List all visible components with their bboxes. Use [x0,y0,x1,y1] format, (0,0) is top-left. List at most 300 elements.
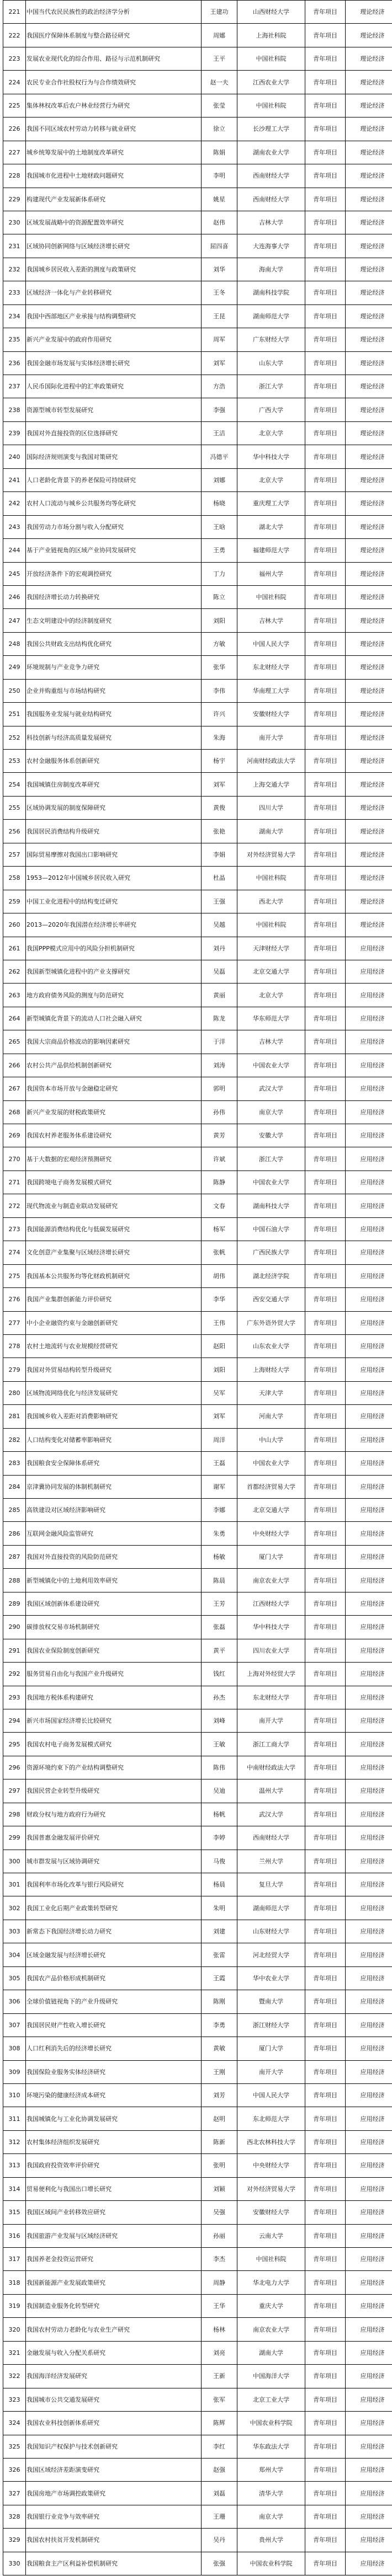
project-category: 青年项目 [305,94,346,117]
host-institution: 中国社科院 [237,867,305,890]
discipline: 应用经济 [346,2365,392,2388]
project-category: 青年项目 [305,703,346,726]
discipline: 应用经济 [346,1007,392,1030]
project-title: 农村公共产品供给机制创新研究 [26,1054,202,1077]
host-institution: 西北大学 [237,890,305,913]
principal-investigator: 杨宇 [202,750,237,773]
host-institution: 华东师范大学 [237,1007,305,1030]
discipline: 应用经济 [346,2388,392,2411]
discipline: 应用经济 [346,2083,392,2107]
discipline: 理论经济 [346,234,392,258]
row-number: 228 [3,164,26,188]
host-institution: 湖南农业大学 [237,141,305,164]
principal-investigator: 刘磊 [202,2482,237,2505]
table-row [3,1124,392,1147]
principal-investigator: 胡伟 [202,1264,237,1287]
row-number: 327 [3,2482,26,2505]
project-category: 青年项目 [305,1007,346,1030]
project-title: 农村土地流转与农业规模经营研究 [26,1334,202,1358]
project-category: 青年项目 [305,1194,346,1217]
project-category: 青年项目 [305,820,346,843]
project-category: 青年项目 [305,398,346,421]
discipline: 应用经济 [346,1452,392,1475]
host-institution: 安徽大学 [237,1124,305,1147]
table-row [3,2482,392,2505]
principal-investigator: 李明 [202,164,237,188]
discipline: 应用经济 [346,1077,392,1100]
project-title: 我国利率市场化改革与银行风险研究 [26,1873,202,1896]
discipline: 应用经济 [346,1943,392,1966]
project-title: 我国农业科技创新体系研究 [26,2412,202,2435]
discipline: 理论经济 [346,703,392,726]
project-category: 青年项目 [305,1358,346,1381]
row-number: 258 [3,867,26,890]
project-category: 青年项目 [305,2271,346,2294]
project-category: 青年项目 [305,2060,346,2083]
principal-investigator: 吴丹 [202,2529,237,2552]
principal-investigator: 赵伟 [202,211,237,234]
project-title: 我国金融市场发展与实体经济增长研究 [26,351,202,375]
host-institution: 湖南师范大学 [237,1896,305,1920]
row-number: 313 [3,2154,26,2177]
project-title: 京津冀协同发展的体制机制研究 [26,1475,202,1498]
principal-investigator: 张磊 [202,1616,237,1639]
table-row [3,1054,392,1077]
principal-investigator: 刘阳 [202,609,237,632]
project-title: 我国居民消费结构升级研究 [26,820,202,843]
table-row [3,1077,392,1100]
project-category: 青年项目 [305,2435,346,2458]
project-title: 新兴产业发展的财税政策研究 [26,1100,202,1124]
table-row [3,1311,392,1334]
project-title: 生态文明建设中的经济制度研究 [26,609,202,632]
principal-investigator: 王华 [202,2294,237,2317]
discipline: 应用经济 [346,2107,392,2130]
table-row [3,843,392,866]
project-title: 我国银行业竞争与效率研究 [26,2505,202,2528]
host-institution: 东北财经大学 [237,1686,305,1709]
project-category: 青年项目 [305,937,346,960]
principal-investigator: 陈晨 [202,1569,237,1592]
discipline: 应用经济 [346,1569,392,1592]
host-institution: 中央财经大学 [237,2154,305,2177]
discipline: 理论经济 [346,24,392,47]
discipline: 应用经济 [346,1686,392,1709]
host-institution: 北京大学 [237,984,305,1007]
discipline: 应用经济 [346,2458,392,2481]
project-category: 青年项目 [305,1920,346,1943]
discipline: 应用经济 [346,1733,392,1756]
row-number: 311 [3,2107,26,2130]
discipline: 应用经济 [346,2482,392,2505]
table-row [3,2154,392,2177]
discipline: 理论经济 [346,773,392,796]
principal-investigator: 王伟 [202,1311,237,1334]
discipline: 应用经济 [346,1545,392,1568]
project-title: 国际贸易摩擦对我国出口影响研究 [26,843,202,866]
row-number: 287 [3,1545,26,1568]
table-row [3,2107,392,2130]
table-row [3,445,392,468]
table-row [3,1358,392,1381]
project-title: 1953—2012年中国城乡居民收入研究 [26,867,202,890]
host-institution: 福建师范大学 [237,539,305,562]
row-number: 229 [3,188,26,211]
discipline: 理论经济 [346,656,392,679]
discipline: 理论经济 [346,94,392,117]
project-title: 区域协调发展的制度保障研究 [26,796,202,819]
host-institution: 江西农业大学 [237,71,305,94]
discipline: 理论经济 [346,913,392,937]
row-number: 222 [3,24,26,47]
principal-investigator: 李勇 [202,2013,237,2037]
host-institution: 大连海事大学 [237,234,305,258]
project-title: 新兴产业发展中的政府作用研究 [26,328,202,351]
row-number: 310 [3,2083,26,2107]
discipline: 理论经济 [346,585,392,608]
project-title: 碳排放权交易市场机制研究 [26,1616,202,1639]
discipline: 应用经济 [346,2201,392,2224]
project-category: 青年项目 [305,960,346,983]
discipline: 理论经济 [346,890,392,913]
principal-investigator: 郭明 [202,1077,237,1100]
row-number: 252 [3,726,26,749]
discipline: 理论经济 [346,211,392,234]
principal-investigator: 李伟 [202,679,237,702]
project-title: 农村人口流动与城乡公共服务均等化研究 [26,492,202,515]
project-category: 青年项目 [305,1171,346,1194]
project-title: 我国医疗保障体系制度与整合路径研究 [26,24,202,47]
project-title: 基于大数据的宏观经济预测研究 [26,1147,202,1171]
project-title: 构建现代产业发展新体系研究 [26,188,202,211]
row-number: 233 [3,281,26,304]
host-institution: 重庆理工大学 [237,492,305,515]
host-institution: 中国社科院 [237,2248,305,2271]
host-institution: 中国石油大学 [237,1217,305,1241]
discipline: 应用经济 [346,2271,392,2294]
host-institution: 南开大学 [237,2060,305,2083]
table-row [3,609,392,632]
project-title: 农民专业合作社股权行为与合作绩效研究 [26,71,202,94]
principal-investigator: 马俊 [202,1850,237,1873]
project-category: 青年项目 [305,750,346,773]
row-number: 290 [3,1616,26,1639]
host-institution: 南京大学 [237,2505,305,2528]
principal-investigator: 李红 [202,2435,237,2458]
project-title: 我国城镇化与工业化协调发展研究 [26,2107,202,2130]
row-number: 280 [3,1381,26,1404]
project-category: 青年项目 [305,1966,346,1990]
discipline: 理论经济 [346,281,392,304]
discipline: 理论经济 [346,351,392,375]
row-number: 270 [3,1147,26,1171]
principal-investigator: 李娜 [202,1499,237,1522]
row-number: 260 [3,913,26,937]
project-title: 我国房地产市场调控政策研究 [26,2482,202,2505]
project-title: 我国普惠金融发展评价研究 [26,1826,202,1850]
table-row [3,24,392,47]
host-institution: 贵州大学 [237,2529,305,2552]
row-number: 316 [3,2224,26,2247]
project-category: 青年项目 [305,445,346,468]
host-institution: 云南大学 [237,2224,305,2247]
row-number: 323 [3,2388,26,2411]
host-institution: 四川大学 [237,796,305,819]
project-title: 区域金融发展与经济增长研究 [26,1943,202,1966]
row-number: 221 [3,1,26,24]
host-institution: 长沙理工大学 [237,117,305,141]
project-category: 青年项目 [305,1054,346,1077]
table-row [3,1990,392,2013]
row-number: 289 [3,1592,26,1615]
principal-investigator: 孙伟 [202,1100,237,1124]
table-row [3,1288,392,1311]
project-category: 青年项目 [305,281,346,304]
table-row [3,562,392,585]
table-row [3,1428,392,1451]
table-row [3,1686,392,1709]
table-row [3,1826,392,1850]
project-title: 我国经济增长动力转换研究 [26,585,202,608]
host-institution: 浙江大学 [237,1147,305,1171]
host-institution: 北京大学 [237,468,305,491]
principal-investigator: 杨林 [202,2318,237,2341]
project-title: 我国区域间产业转移效应研究 [26,2201,202,2224]
principal-investigator: 黄平 [202,1639,237,1662]
table-row [3,1007,392,1030]
principal-investigator: 方浩 [202,375,237,398]
table-row [3,656,392,679]
project-category: 青年项目 [305,1663,346,1686]
table-row [3,2083,392,2107]
row-number: 263 [3,984,26,1007]
host-institution: 浙江工商大学 [237,1733,305,1756]
row-number: 320 [3,2318,26,2341]
project-category: 青年项目 [305,2505,346,2528]
host-institution: 湖南科技大学 [237,1194,305,1217]
project-title: 我国劳动力市场分割与收入分配研究 [26,515,202,538]
row-number: 328 [3,2505,26,2528]
project-category: 青年项目 [305,1264,346,1287]
project-title: 发展农业现代化的综合作用、路径与示范机制研究 [26,47,202,70]
discipline: 应用经济 [346,1709,392,1732]
row-number: 248 [3,632,26,655]
project-title: 我国农村劳动力老龄化与农业生产研究 [26,2318,202,2341]
table-row [3,2341,392,2364]
project-category: 青年项目 [305,1522,346,1545]
project-title: 我国粮食安全保障体系研究 [26,1452,202,1475]
project-category: 青年项目 [305,2083,346,2107]
principal-investigator: 杜晶 [202,867,237,890]
principal-investigator: 冯德平 [202,445,237,468]
project-title: 中国当代农民民族性的政治经济学分析 [26,1,202,24]
row-number: 291 [3,1639,26,1662]
project-title: 我国资本市场开放与金融稳定研究 [26,1077,202,1100]
table-row [3,1545,392,1568]
table-row [3,632,392,655]
principal-investigator: 朱海 [202,726,237,749]
table-row [3,2458,392,2481]
project-category: 青年项目 [305,679,346,702]
principal-investigator: 王昆 [202,304,237,328]
project-title: 我国对外直接投资的区位选择研究 [26,421,202,445]
host-institution: 北京工业大学 [237,2388,305,2411]
table-row [3,1241,392,1264]
discipline: 应用经济 [346,2341,392,2364]
project-category: 青年项目 [305,890,346,913]
project-title: 我国PPP模式应用中的风险分担机制研究 [26,937,202,960]
host-institution: 温州大学 [237,1779,305,1803]
discipline: 应用经济 [346,1147,392,1171]
principal-investigator: 张强 [202,2552,237,2575]
project-category: 青年项目 [305,1,346,24]
project-title: 我国服务业发展与就业结构研究 [26,703,202,726]
project-category: 青年项目 [305,913,346,937]
discipline: 应用经济 [346,1803,392,1826]
principal-investigator: 杨晓 [202,492,237,515]
host-institution: 南开大学 [237,726,305,749]
host-institution: 吉林大学 [237,1030,305,1054]
principal-investigator: 王晗 [202,515,237,538]
table-row [3,1756,392,1779]
table-row [3,984,392,1007]
host-institution: 广东外语外贸大学 [237,1311,305,1334]
project-category: 青年项目 [305,1896,346,1920]
discipline: 应用经济 [346,1381,392,1404]
host-institution: 湖南师范大学 [237,304,305,328]
host-institution: 吉林大学 [237,211,305,234]
principal-investigator: 陈龙 [202,1007,237,1030]
principal-investigator: 张帆 [202,1241,237,1264]
row-number: 244 [3,539,26,562]
host-institution: 山东大学 [237,351,305,375]
project-category: 青年项目 [305,1405,346,1428]
discipline: 理论经济 [346,492,392,515]
row-number: 318 [3,2271,26,2294]
project-title: 我国基本公共服务均等化财政机制研究 [26,1264,202,1287]
host-institution: 湖北经济学院 [237,1264,305,1287]
discipline: 应用经济 [346,960,392,983]
row-number: 319 [3,2294,26,2317]
project-category: 青年项目 [305,492,346,515]
project-title: 贸易便利化与我国出口增长研究 [26,2177,202,2200]
principal-investigator: 赵一夫 [202,71,237,94]
project-title: 服务贸易自由化与我国产业升级研究 [26,1663,202,1686]
host-institution: 武汉大学 [237,1803,305,1826]
principal-investigator: 孙杰 [202,1686,237,1709]
principal-investigator: 朱明 [202,1896,237,1920]
row-number: 329 [3,2529,26,2552]
discipline: 理论经济 [346,539,392,562]
host-institution: 海南大学 [237,258,305,281]
project-title: 我国农产品价格形成机制研究 [26,1966,202,1990]
project-title: 人口红利消失后的经济增长研究 [26,2037,202,2060]
table-row [3,1943,392,1966]
host-institution: 厦门大学 [237,1545,305,1568]
principal-investigator: 杨晨 [202,1873,237,1896]
project-category: 青年项目 [305,2458,346,2481]
host-institution: 上海财经大学 [237,1358,305,1381]
host-institution: 东北财经大学 [237,656,305,679]
project-category: 青年项目 [305,2013,346,2037]
table-row [3,2529,392,2552]
host-institution: 浙江大学 [237,375,305,398]
project-title: 我国中西部地区产业承接与结构调整研究 [26,304,202,328]
host-institution: 中南财经政法大学 [237,1756,305,1779]
project-title: 资源环境约束下的产业结构调整研究 [26,1756,202,1779]
table-row [3,2552,392,2575]
project-category: 青年项目 [305,1499,346,1522]
project-title: 文化创意产业集聚与区域经济增长研究 [26,1241,202,1264]
host-institution: 北京大学 [237,421,305,445]
project-category: 青年项目 [305,632,346,655]
table-row [3,2505,392,2528]
project-title: 金融发展与收入分配关系研究 [26,2341,202,2364]
project-category: 青年项目 [305,609,346,632]
table-row [3,913,392,937]
project-title: 财政分权与地方政府行为研究 [26,1803,202,1826]
row-number: 294 [3,1709,26,1732]
table-row [3,1264,392,1287]
project-category: 青年项目 [305,2341,346,2364]
principal-investigator: 张艳 [202,820,237,843]
row-number: 330 [3,2552,26,2575]
principal-investigator: 王新 [202,2365,237,2388]
principal-investigator: 黄芳 [202,1124,237,1147]
discipline: 应用经济 [346,1217,392,1241]
project-title: 区域经济一体化与产业转移研究 [26,281,202,304]
project-category: 青年项目 [305,351,346,375]
principal-investigator: 刘峰 [202,1709,237,1732]
table-row [3,750,392,773]
project-title: 开放经济条件下的宏观调控研究 [26,562,202,585]
table-row [3,2365,392,2388]
project-title: 我国民营企业转型升级研究 [26,1779,202,1803]
table-row [3,188,392,211]
row-number: 245 [3,562,26,585]
discipline: 应用经济 [346,984,392,1007]
principal-investigator: 吴越 [202,913,237,937]
principal-investigator: 文春 [202,1194,237,1217]
principal-investigator: 刘建 [202,1920,237,1943]
principal-investigator: 张华 [202,656,237,679]
discipline: 理论经济 [346,164,392,188]
project-category: 青年项目 [305,562,346,585]
row-number: 241 [3,468,26,491]
host-institution: 中山大学 [237,1428,305,1451]
table-row [3,47,392,70]
row-number: 268 [3,1100,26,1124]
project-category: 青年项目 [305,47,346,70]
host-institution: 武汉大学 [237,1077,305,1100]
discipline: 应用经济 [346,2154,392,2177]
table-row [3,773,392,796]
table-row [3,2318,392,2341]
discipline: 理论经济 [346,843,392,866]
row-number: 230 [3,211,26,234]
table-row [3,304,392,328]
discipline: 应用经济 [346,2318,392,2341]
project-category: 青年项目 [305,2177,346,2200]
discipline: 应用经济 [346,1499,392,1522]
discipline: 应用经济 [346,1358,392,1381]
table-row [3,1733,392,1756]
discipline: 应用经济 [346,2248,392,2271]
principal-investigator: 于洋 [202,1030,237,1054]
row-number: 254 [3,773,26,796]
table-row [3,1030,392,1054]
discipline: 理论经济 [346,71,392,94]
